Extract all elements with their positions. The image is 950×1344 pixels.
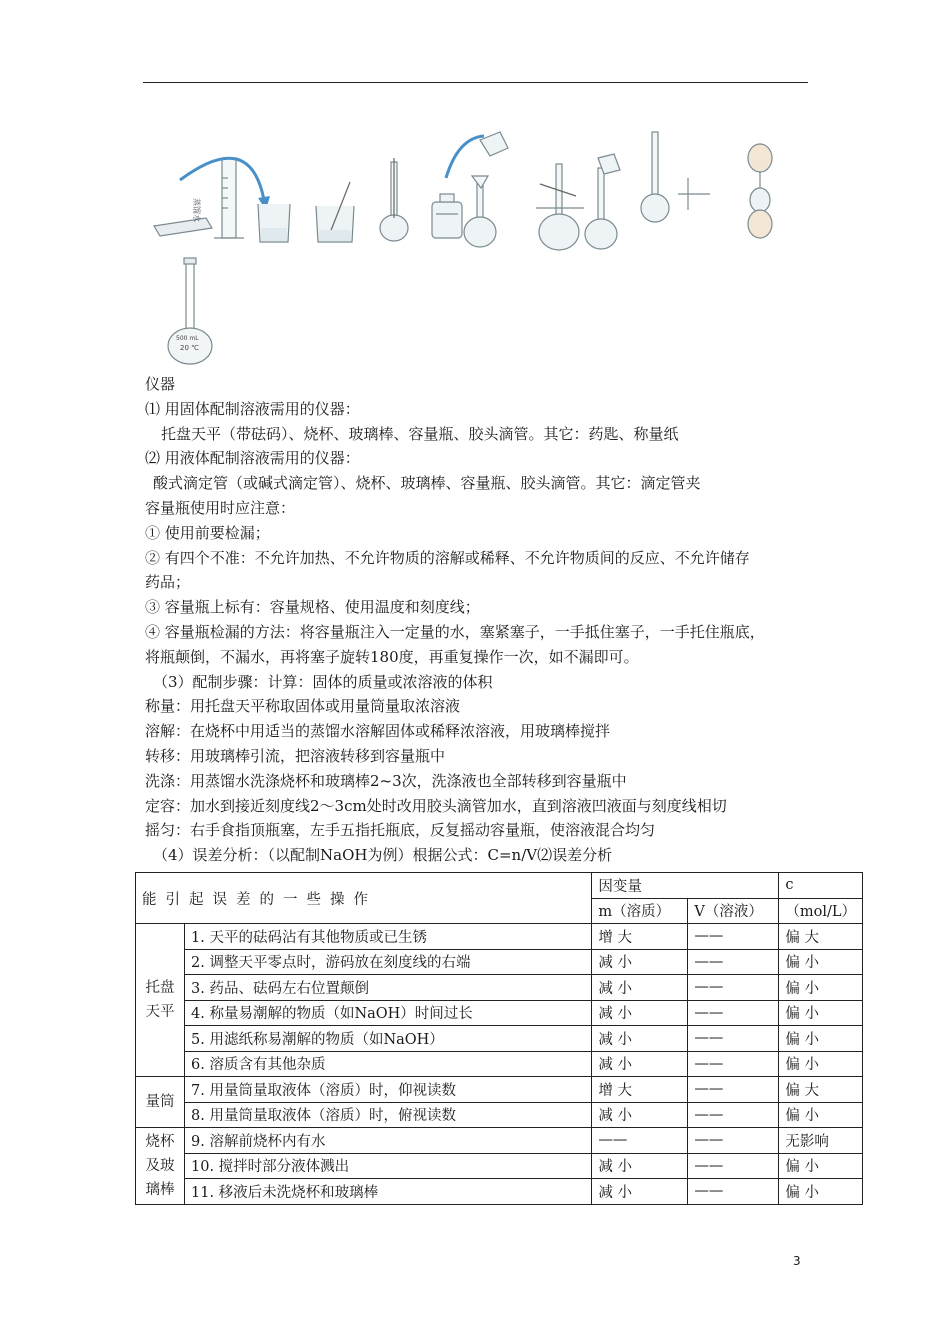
paragraph: （3）配制步骤：计算：固体的质量或浓溶液的体积 [153,672,493,691]
volume-cell: —— [688,1179,779,1205]
header-operations: 能引起误差的一些操作 [136,873,592,924]
paragraph: 溶解：在烧杯中用适当的蒸馏水溶解固体或稀释浓溶液，用玻璃棒搅拌 [145,722,611,741]
operation-cell: 4. 称量易潮解的物质（如NaOH）时间过长 [185,1000,592,1026]
operation-cell: 1. 天平的砝码沾有其他物质或已生锈 [185,924,592,950]
volume-cell: —— [688,1128,779,1154]
table-row [136,1077,863,1103]
weighing-paper-icon [154,218,212,236]
graduated-cylinder-icon [214,158,244,238]
concentration-cell: 偏 小 [779,1102,863,1128]
header-dependent-variable: 因变量 [592,873,779,899]
paragraph: 托盘天平（带砝码）、烧杯、玻璃棒、容量瓶、胶头滴管。其它：药匙、称量纸 [161,424,679,443]
volume-cell: —— [688,975,779,1001]
concentration-cell: 偏 大 [779,1077,863,1103]
operation-cell: 5. 用滤纸称易潮解的物质（如NaOH） [185,1026,592,1052]
mass-cell: 减 小 [592,1000,688,1026]
mass-cell: 减 小 [592,949,688,975]
concentration-cell: 偏 小 [779,1179,863,1205]
flask-shake-icon [641,132,710,222]
volume-cell: —— [688,1000,779,1026]
paragraph: 洗涤：用蒸馏水洗涤烧杯和玻璃棒2~3次，洗涤液也全部转移到容量瓶中 [145,771,627,790]
concentration-cell: 偏 小 [779,1026,863,1052]
table-row [136,1026,863,1052]
paragraph: 转移：用玻璃棒引流，把溶液转移到容量瓶中 [145,746,446,765]
concentration-cell: 偏 小 [779,1000,863,1026]
concentration-cell: 偏 小 [779,1051,863,1077]
cylinder-label: 蒸馏水 [192,198,201,222]
beaker-stirring-icon [316,182,354,242]
operation-cell: 3. 药品、砝码左右位置颠倒 [185,975,592,1001]
paragraph: 将瓶颠倒，不漏水，再将塞子旋转180度，再重复操作一次，如不漏即可。 [145,647,639,666]
group-balance: 托盘天平 [136,924,185,1077]
table-row [136,1128,863,1154]
volume-cell: —— [688,1051,779,1077]
volume-cell: —— [688,949,779,975]
reagent-bottle-icon [432,194,462,238]
operation-cell: 7. 用量筒量取液体（溶质）时，仰视读数 [185,1077,592,1103]
concentration-cell: 偏 小 [779,1153,863,1179]
flask-on-stand-icon [536,164,584,250]
operation-cell: 11. 移液后未洗烧杯和玻璃棒 [185,1179,592,1205]
paragraph: ① 使用前要检漏； [145,523,270,542]
paragraph: ② 有四个不准：不允许加热、不允许物质的溶解或稀释、不允许物质间的反应、不允许储存 [145,548,750,567]
table-row [136,949,863,975]
mass-cell: 减 小 [592,975,688,1001]
mass-cell: 减 小 [592,1179,688,1205]
volume-cell: —— [688,1077,779,1103]
volume-cell: —— [688,1102,779,1128]
table-row [136,1179,863,1205]
flask-temperature-label: 20 ℃ [180,344,199,352]
mass-cell: 减 小 [592,1153,688,1179]
header-solute-mass: m（溶质） [592,898,688,924]
paragraph: （4）误差分析：（以配制NaOH为例）根据公式：C=n/V⑵误差分析 [153,846,613,865]
table-row [136,1153,863,1179]
paragraph: ⑵ 用液体配制溶液需用的仪器： [145,449,360,468]
mass-cell: 减 小 [592,1051,688,1077]
flask-dropper-icon [585,154,620,249]
solution-preparation-illustration [140,118,820,368]
header-unit: （mol/L） [779,898,863,924]
concentration-cell: 偏 小 [779,975,863,1001]
header-concentration: c [779,873,863,899]
flask-invert-icon [748,144,772,238]
volume-cell: —— [688,924,779,950]
transfer-arrow-icon [446,136,484,178]
flask-capacity-label: 500 mL [176,335,199,342]
volume-cell: —— [688,1026,779,1052]
paragraph: 摇匀：右手食指顶瓶塞，左手五指托瓶底，反复摇动容量瓶，使溶液混合均匀 [145,821,656,840]
page-number: 3 [793,1254,801,1268]
paragraph: 定容：加水到接近刻度线2～3cm处时改用胶头滴管加水，直到溶液凹液面与刻度线相切 [145,796,727,815]
paragraph: 称量：用托盘天平称取固体或用量筒量取浓溶液 [145,697,461,716]
mass-cell: 增 大 [592,924,688,950]
volume-cell: —— [688,1153,779,1179]
mass-cell: 减 小 [592,1102,688,1128]
table-row [136,1102,863,1128]
paragraph: 药品； [145,573,191,592]
paragraph: 仪器 [145,375,176,393]
concentration-cell: 偏 大 [779,924,863,950]
paragraph: 容量瓶使用时应注意： [145,498,296,517]
table-row [136,924,863,950]
mass-cell: 减 小 [592,1026,688,1052]
mass-cell: 增 大 [592,1077,688,1103]
operation-cell: 9. 溶解前烧杯内有水 [185,1128,592,1154]
concentration-cell: 无影响 [779,1128,863,1154]
paragraph: ⑴ 用固体配制溶液需用的仪器： [145,399,360,418]
group-cylinder: 量筒 [136,1077,185,1128]
table-row [136,1051,863,1077]
operation-cell: 6. 溶质含有其他杂质 [185,1051,592,1077]
body-text [145,372,825,868]
volumetric-flask-icon [380,158,408,241]
mass-cell: —— [592,1128,688,1154]
table-row [136,975,863,1001]
paragraph: ③ 容量瓶上标有：容量规格、使用温度和刻度线； [145,598,480,617]
table-header-row [136,873,863,899]
table-row [136,1000,863,1026]
operation-cell: 8. 用量筒量取液体（溶质）时，俯视读数 [185,1102,592,1128]
group-beaker-rod: 烧杯及玻璃棒 [136,1128,185,1205]
error-analysis-table [135,872,863,1205]
header-solution-volume: V（溶液） [688,898,779,924]
concentration-cell: 偏 小 [779,949,863,975]
operation-cell: 10. 搅拌时部分液体溅出 [185,1153,592,1179]
paragraph: 酸式滴定管（或碱式滴定管）、烧杯、玻璃棒、容量瓶、胶头滴管。其它：滴定管夹 [153,474,701,493]
beaker-icon [258,204,290,242]
operation-cell: 2. 调整天平零点时，游码放在刻度线的右端 [185,949,592,975]
paragraph: ④ 容量瓶检漏的方法：将容量瓶注入一定量的水，塞紧塞子，一手抵住塞子，一手托住瓶底， [145,622,765,641]
header-rule [143,82,808,83]
